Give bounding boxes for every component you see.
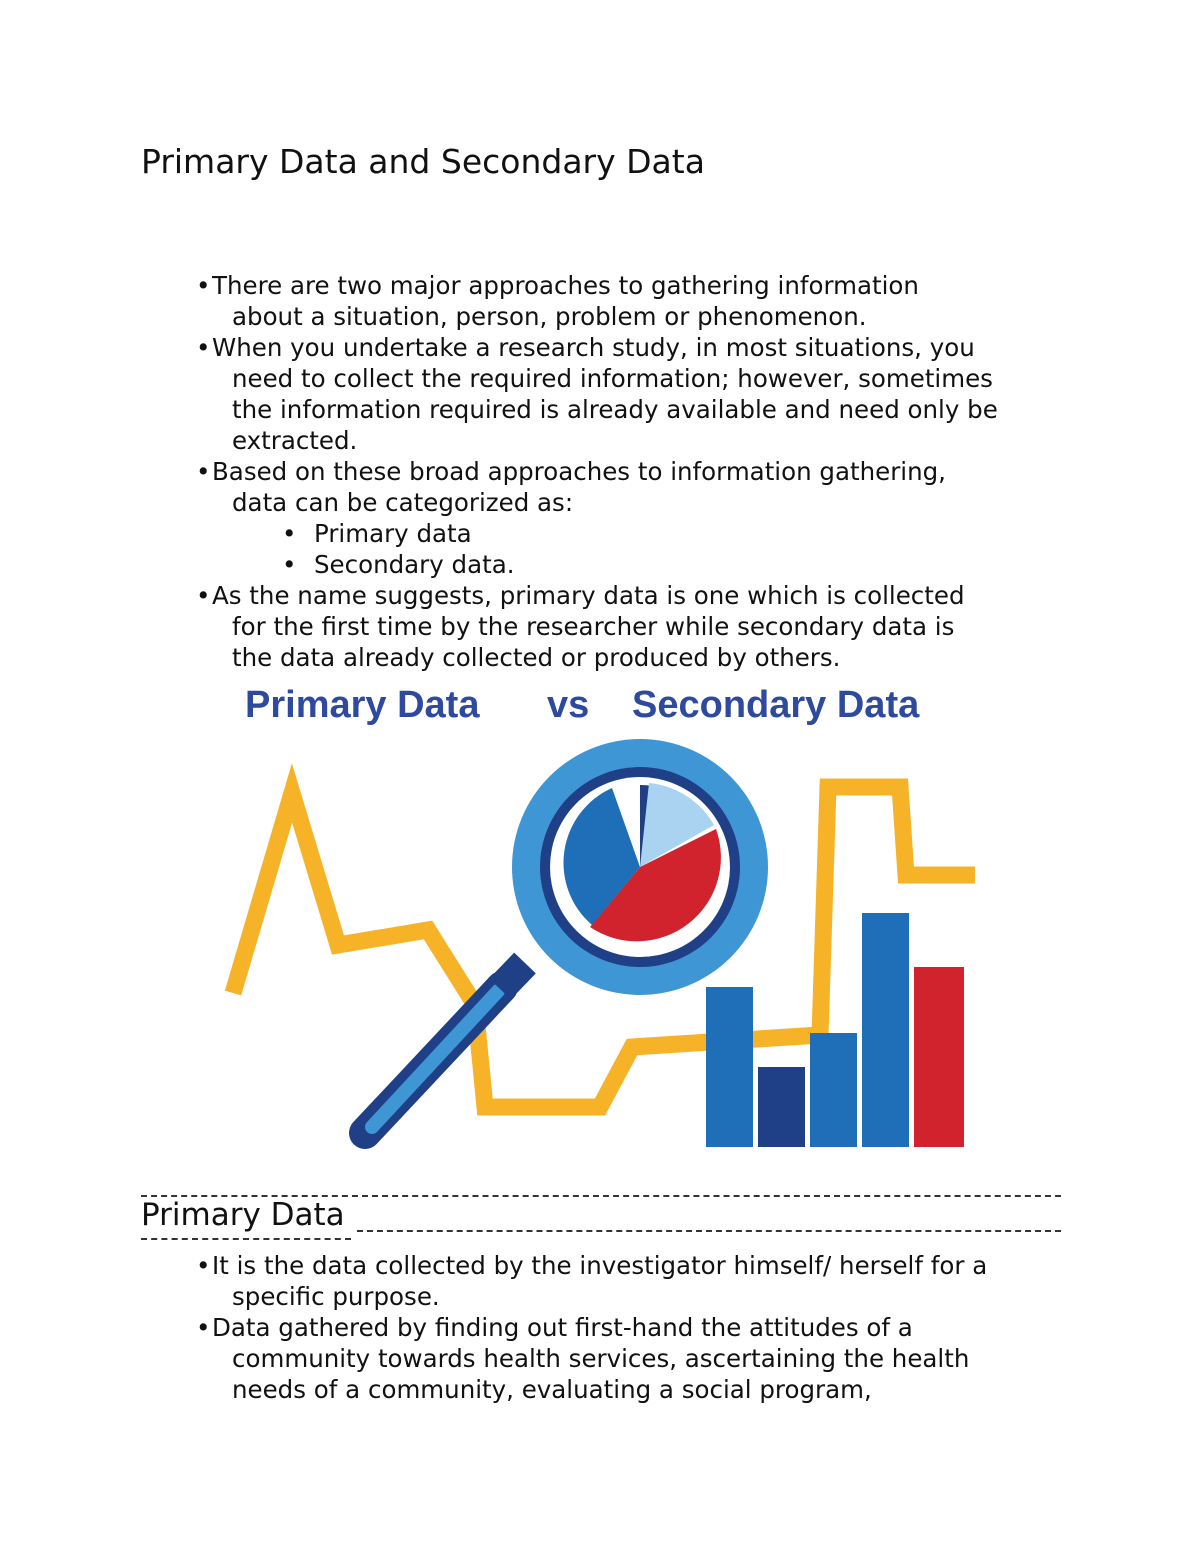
infographic-title-vs: vs xyxy=(547,684,590,726)
bullet-dot: • xyxy=(282,550,297,579)
intro-bullet-list xyxy=(190,270,1090,673)
bar-4 xyxy=(862,913,909,1147)
list-item xyxy=(190,456,1090,518)
bullet-text: When you undertake a research study, in most situations, you xyxy=(212,333,975,362)
bullet-text: the information required is already available and need only be xyxy=(232,395,998,424)
bullet-text: about a situation, person, problem or phenomenon. xyxy=(232,302,867,331)
magnifier-neck xyxy=(500,963,525,989)
bullet-text: needs of a community, evaluating a social program, xyxy=(232,1375,872,1404)
sub-list-item xyxy=(282,549,1090,580)
list-item xyxy=(190,1250,1090,1312)
bullet-text: As the name suggests, primary data is one which is collected xyxy=(212,581,965,610)
bar-5 xyxy=(914,967,964,1147)
list-item xyxy=(190,270,1090,332)
bullet-dot: • xyxy=(196,333,211,362)
bullet-text: community towards health services, ascertaining the health xyxy=(232,1344,970,1373)
bullet-text: There are two major approaches to gathering information xyxy=(212,271,919,300)
list-item xyxy=(190,332,1090,456)
page-title: Primary Data and Secondary Data xyxy=(141,142,705,181)
sub-list-item xyxy=(282,518,1090,549)
bullet-text: It is the data collected by the investigator himself/ herself for a xyxy=(212,1251,988,1280)
bullet-text: need to collect the required information; however, sometimes xyxy=(232,364,993,393)
infographic-title-primary: Primary Data xyxy=(245,684,480,726)
list-item xyxy=(190,580,1090,673)
bullet-text: data can be categorized as: xyxy=(232,488,574,517)
bullet-dot: • xyxy=(196,581,211,610)
bullet-dot: • xyxy=(196,1313,211,1342)
bar-1 xyxy=(706,987,753,1147)
heading-rule xyxy=(357,1230,1061,1232)
sub-item-text: Secondary data. xyxy=(314,550,515,579)
sub-item-text: Primary data xyxy=(314,519,472,548)
bullet-text: specific purpose. xyxy=(232,1282,440,1311)
bar-2 xyxy=(758,1067,805,1147)
bullet-dot: • xyxy=(282,519,297,548)
infographic-title-secondary: Secondary Data xyxy=(632,684,920,726)
bullet-text: Data gathered by finding out first-hand the attitudes of a xyxy=(212,1313,913,1342)
bullet-text: extracted. xyxy=(232,426,358,455)
bullet-dot: • xyxy=(196,457,211,486)
sub-bullet-list xyxy=(190,518,1090,580)
bullet-dot: • xyxy=(196,271,211,300)
bullet-text: Based on these broad approaches to information gathering, xyxy=(212,457,946,486)
list-item xyxy=(190,1312,1090,1405)
primary-vs-secondary-infographic xyxy=(200,675,1000,1155)
bullet-text: the data already collected or produced by others. xyxy=(232,643,841,672)
bullet-text: for the first time by the researcher while secondary data is xyxy=(232,612,955,641)
section-bullet-list xyxy=(190,1250,1090,1405)
heading-underline xyxy=(141,1238,351,1240)
bullet-dot: • xyxy=(196,1251,211,1280)
bar-3 xyxy=(810,1033,857,1147)
section-heading: Primary Data xyxy=(141,1197,345,1233)
